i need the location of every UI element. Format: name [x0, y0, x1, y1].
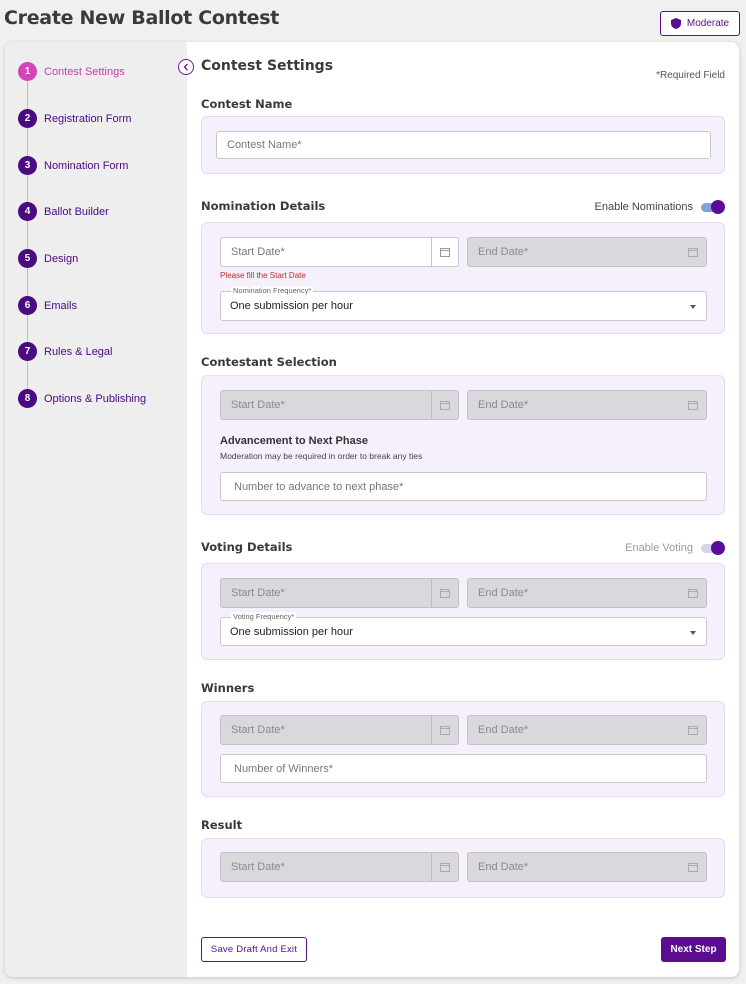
placeholder: Start Date* [231, 861, 285, 873]
contest-name-input[interactable]: Contest Name* [216, 131, 711, 159]
result-heading: Result [201, 818, 243, 832]
contest-name-heading: Contest Name [201, 97, 293, 111]
placeholder: End Date* [478, 246, 529, 258]
voting-frequency-select[interactable] [220, 612, 707, 646]
step-connector [27, 128, 28, 156]
contestant-end-date[interactable] [467, 390, 707, 420]
calendar-icon[interactable] [679, 716, 706, 744]
placeholder: End Date* [478, 861, 529, 873]
placeholder: Start Date* [231, 724, 285, 736]
step-label: Contest Settings [44, 65, 125, 78]
nomination-heading: Nomination Details [201, 199, 326, 213]
contestant-heading: Contestant Selection [201, 355, 337, 369]
step-label: Rules & Legal [44, 345, 113, 358]
sidebar-item-options-publishing[interactable] [18, 389, 146, 408]
step-connector [27, 221, 28, 249]
winners-heading: Winners [201, 681, 255, 695]
selected-value: One submission per hour [230, 300, 353, 312]
step-label: Registration Form [44, 112, 132, 125]
advancement-title: Advancement to Next Phase [220, 435, 368, 447]
nomination-start-date[interactable] [220, 237, 459, 267]
enable-nominations-row[interactable] [595, 200, 725, 214]
enable-nominations-label: Enable Nominations [594, 201, 693, 213]
contestant-start-date[interactable] [220, 390, 459, 420]
calendar-icon[interactable] [679, 238, 706, 266]
nomination-end-date[interactable] [467, 237, 707, 267]
step-label: Ballot Builder [44, 205, 109, 218]
step-number: 3 [18, 156, 37, 175]
sidebar-item-rules-legal[interactable] [18, 342, 113, 361]
calendar-icon[interactable] [431, 238, 458, 266]
step-number: 8 [18, 389, 37, 408]
step-number: 6 [18, 296, 37, 315]
placeholder: Start Date* [231, 399, 285, 411]
advance-number-input[interactable]: Number to advance to next phase* [220, 472, 707, 501]
result-panel [201, 838, 725, 898]
step-label: Options & Publishing [44, 392, 147, 405]
shield-icon [671, 18, 681, 29]
voting-frequency-label: Voting Frequency* [233, 612, 295, 621]
enable-nominations-toggle[interactable] [701, 200, 725, 214]
sidebar-item-emails[interactable] [18, 296, 77, 315]
winners-panel [201, 701, 725, 797]
section-title: Contest Settings [201, 58, 334, 74]
enable-voting-toggle[interactable] [701, 541, 725, 555]
step-number: 5 [18, 249, 37, 268]
step-number: 7 [18, 342, 37, 361]
advancement-subtitle: Moderation may be required in order to break any ties [220, 451, 423, 461]
voting-heading: Voting Details [201, 540, 293, 554]
step-number: 4 [18, 202, 37, 221]
placeholder: End Date* [478, 587, 529, 599]
sidebar-item-nomination-form[interactable] [18, 156, 128, 175]
contestant-panel [201, 375, 725, 515]
save-draft-button[interactable]: Save Draft And Exit [201, 937, 307, 962]
calendar-icon[interactable] [679, 853, 706, 881]
chevron-down-icon [690, 631, 696, 635]
selected-value: One submission per hour [230, 625, 353, 638]
required-note: *Required Field [656, 70, 725, 81]
step-connector [27, 175, 28, 202]
next-step-button[interactable]: Next Step [661, 937, 726, 962]
result-end-date[interactable] [467, 852, 707, 882]
step-connector [27, 268, 28, 296]
placeholder: Start Date* [231, 246, 285, 258]
moderate-button[interactable] [660, 11, 740, 36]
enable-voting-label: Enable Voting [625, 542, 693, 554]
contest-name-panel [201, 116, 725, 174]
enable-voting-row[interactable] [625, 541, 725, 555]
placeholder: End Date* [478, 724, 529, 736]
calendar-icon[interactable] [679, 579, 706, 607]
settings-main [187, 42, 739, 977]
moderate-label: Moderate [686, 18, 730, 29]
nomination-panel [201, 222, 725, 334]
sidebar-item-design[interactable] [18, 249, 78, 268]
calendar-icon[interactable] [431, 853, 458, 881]
sidebar-item-registration-form[interactable] [18, 109, 131, 128]
step-label: Nomination Form [44, 159, 129, 172]
step-connector [27, 361, 28, 389]
voting-panel [201, 563, 725, 660]
steps-sidebar [5, 42, 187, 977]
step-label: Emails [44, 299, 78, 312]
voting-start-date[interactable] [220, 578, 459, 608]
start-date-error: Please fill the Start Date [220, 271, 306, 280]
calendar-icon[interactable] [431, 391, 458, 419]
sidebar-item-ballot-builder[interactable] [18, 202, 109, 221]
page-title: Create New Ballot Contest [4, 7, 280, 29]
calendar-icon[interactable] [431, 579, 458, 607]
step-label: Design [44, 252, 79, 265]
calendar-icon[interactable] [431, 716, 458, 744]
winners-end-date[interactable] [467, 715, 707, 745]
nomination-frequency-select[interactable] [220, 286, 707, 321]
winners-start-date[interactable] [220, 715, 459, 745]
chevron-down-icon [690, 305, 696, 309]
step-connector [27, 81, 28, 109]
winners-count-input[interactable]: Number of Winners* [220, 754, 707, 783]
contest-card [5, 42, 739, 977]
calendar-icon[interactable] [679, 391, 706, 419]
step-connector [27, 315, 28, 342]
voting-end-date[interactable] [467, 578, 707, 608]
result-start-date[interactable] [220, 852, 459, 882]
step-number: 2 [18, 109, 37, 128]
step-number: 1 [18, 62, 37, 81]
sidebar-item-contest-settings[interactable] [18, 62, 125, 81]
nomination-frequency-label: Nomination Frequency* [233, 286, 312, 295]
placeholder: Start Date* [231, 587, 285, 599]
placeholder: End Date* [478, 399, 529, 411]
